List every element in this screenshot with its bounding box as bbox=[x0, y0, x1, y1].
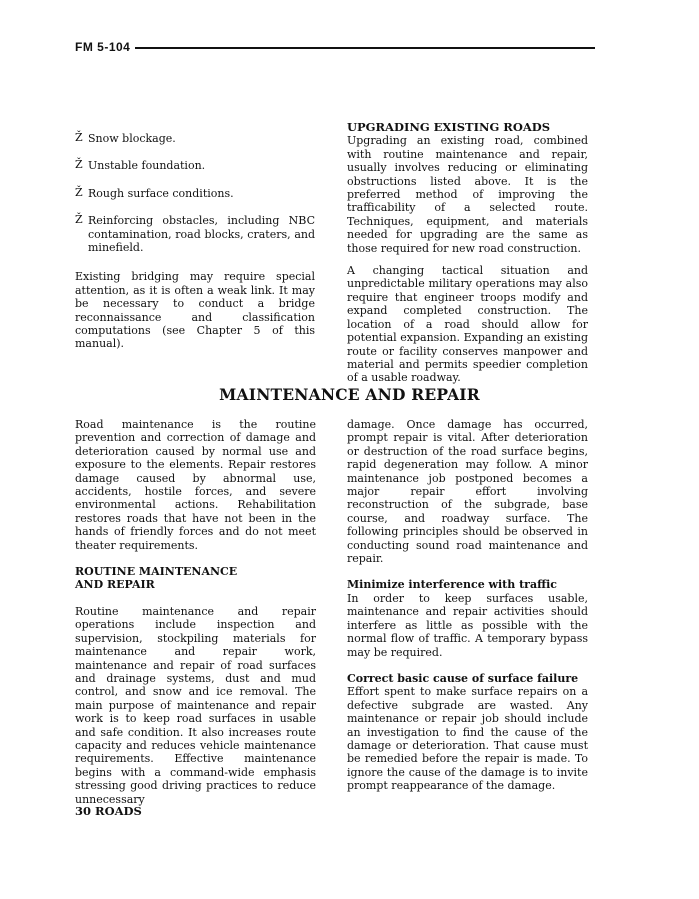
bullet-mark: Ž bbox=[75, 213, 83, 227]
principle-1-text: In order to keep surfaces usable, maintenance and repair activities should interfere as little as possible with the normal flow of traffic. A temporary bypass may be required. bbox=[347, 591, 588, 659]
bullet-item bbox=[75, 159, 315, 172]
bullet-item bbox=[75, 132, 315, 145]
principle-1-heading: Minimize interference with traffic bbox=[347, 578, 557, 592]
bullet-mark: Ž bbox=[75, 158, 83, 172]
routine-subheading-line-2: AND REPAIR bbox=[75, 578, 155, 592]
routine-paragraph: Routine maintenance and repair operations include inspection and supervision, stockpiling materials for maintenance and repair work, maintenance and repair of road surfaces and drainage systems, dust and mud control, and snow and ice removal. The main purpose of maintenance and repair work is to keep road surfaces in usable and safe condition. It also increases route capacity and reduces vehicle maintenance requirements. Effective maintenance begins with a command-wide emphasis stressing good driving practices to reduce unnecessary bbox=[75, 604, 316, 806]
principle-2-text: Effort spent to make surface repairs on a defective subgrade are wasted. Any maintenance or repair job should include an investigation to find the cause of the damage or deterioration. That cause must be remedied before the repair is made. To ignore the cause of the damage is to invite prompt reappearance of the damage. bbox=[347, 685, 588, 793]
principle-2-heading: Correct basic cause of surface failure bbox=[347, 671, 579, 685]
bullet-item bbox=[75, 187, 315, 200]
bridging-paragraph: Existing bridging may require special attention, as it is often a weak link. It may be necessary to conduct a bridge reconnaissance and classification computations (see Chapter 5 of this manual). bbox=[75, 270, 315, 351]
left-column-top bbox=[75, 132, 315, 351]
manual-code: FM 5-104 bbox=[75, 40, 131, 54]
section-title: MAINTENANCE AND REPAIR bbox=[219, 385, 480, 404]
right-column-bottom bbox=[347, 418, 588, 793]
bullet-text: Unstable foundation. bbox=[88, 159, 206, 173]
upgrading-paragraph-1: Upgrading an existing road, combined with routine maintenance and repair, usually involves reducing or eliminating obstructions listed above. It is the preferred method of improving the trafficability of a selected route. Techniques, equipment, and materials needed for upgrading are the same as those required for new road construction. bbox=[347, 134, 588, 255]
bullet-mark: Ž bbox=[75, 185, 83, 199]
damage-paragraph: damage. Once damage has occurred, prompt repair is vital. After deterioration or destruction of the road surface begins, rapid degeneration may follow. A minor maintenance job postponed becomes a major repair effort involving reconstruction of the subgrade, base course, and roadway surface. The following principles should be observed in conducting sound road maintenance and repair. bbox=[347, 418, 588, 566]
right-column-top bbox=[347, 121, 588, 385]
bullet-mark: Ž bbox=[75, 131, 83, 144]
bullet-item bbox=[75, 214, 315, 254]
header-rule bbox=[135, 47, 595, 49]
routine-subheading-line-1: ROUTINE MAINTENANCE bbox=[75, 565, 238, 579]
left-column-bottom bbox=[75, 418, 316, 806]
page-footer: 30 ROADS bbox=[75, 804, 142, 818]
maintenance-intro-paragraph: Road maintenance is the routine prevention and correction of damage and deterioration caused by normal use and exposure to the elements. Repair restores damage caused by abnormal use, accidents, hostile forces, and severe environmental actions. Rehabilitation restores roads that have not been in the hands of friendly forces and do not meet theater requirements. bbox=[75, 418, 316, 552]
bullet-text: Reinforcing obstacles, including NBC contamination, road blocks, craters, and minefield. bbox=[88, 214, 315, 255]
bullet-text: Rough surface conditions. bbox=[88, 186, 234, 200]
upgrading-paragraph-2: A changing tactical situation and unpredictable military operations may also require that engineer troops modify and expand completed construction. The location of a road should allow for potential expansion. Expanding an existing route or facility conserves manpower and material and permits speedier completion of a usable roadway. bbox=[347, 264, 588, 385]
page-header bbox=[75, 40, 595, 58]
bullet-text: Snow blockage. bbox=[88, 132, 176, 145]
upgrading-heading: UPGRADING EXISTING ROADS bbox=[347, 120, 551, 134]
